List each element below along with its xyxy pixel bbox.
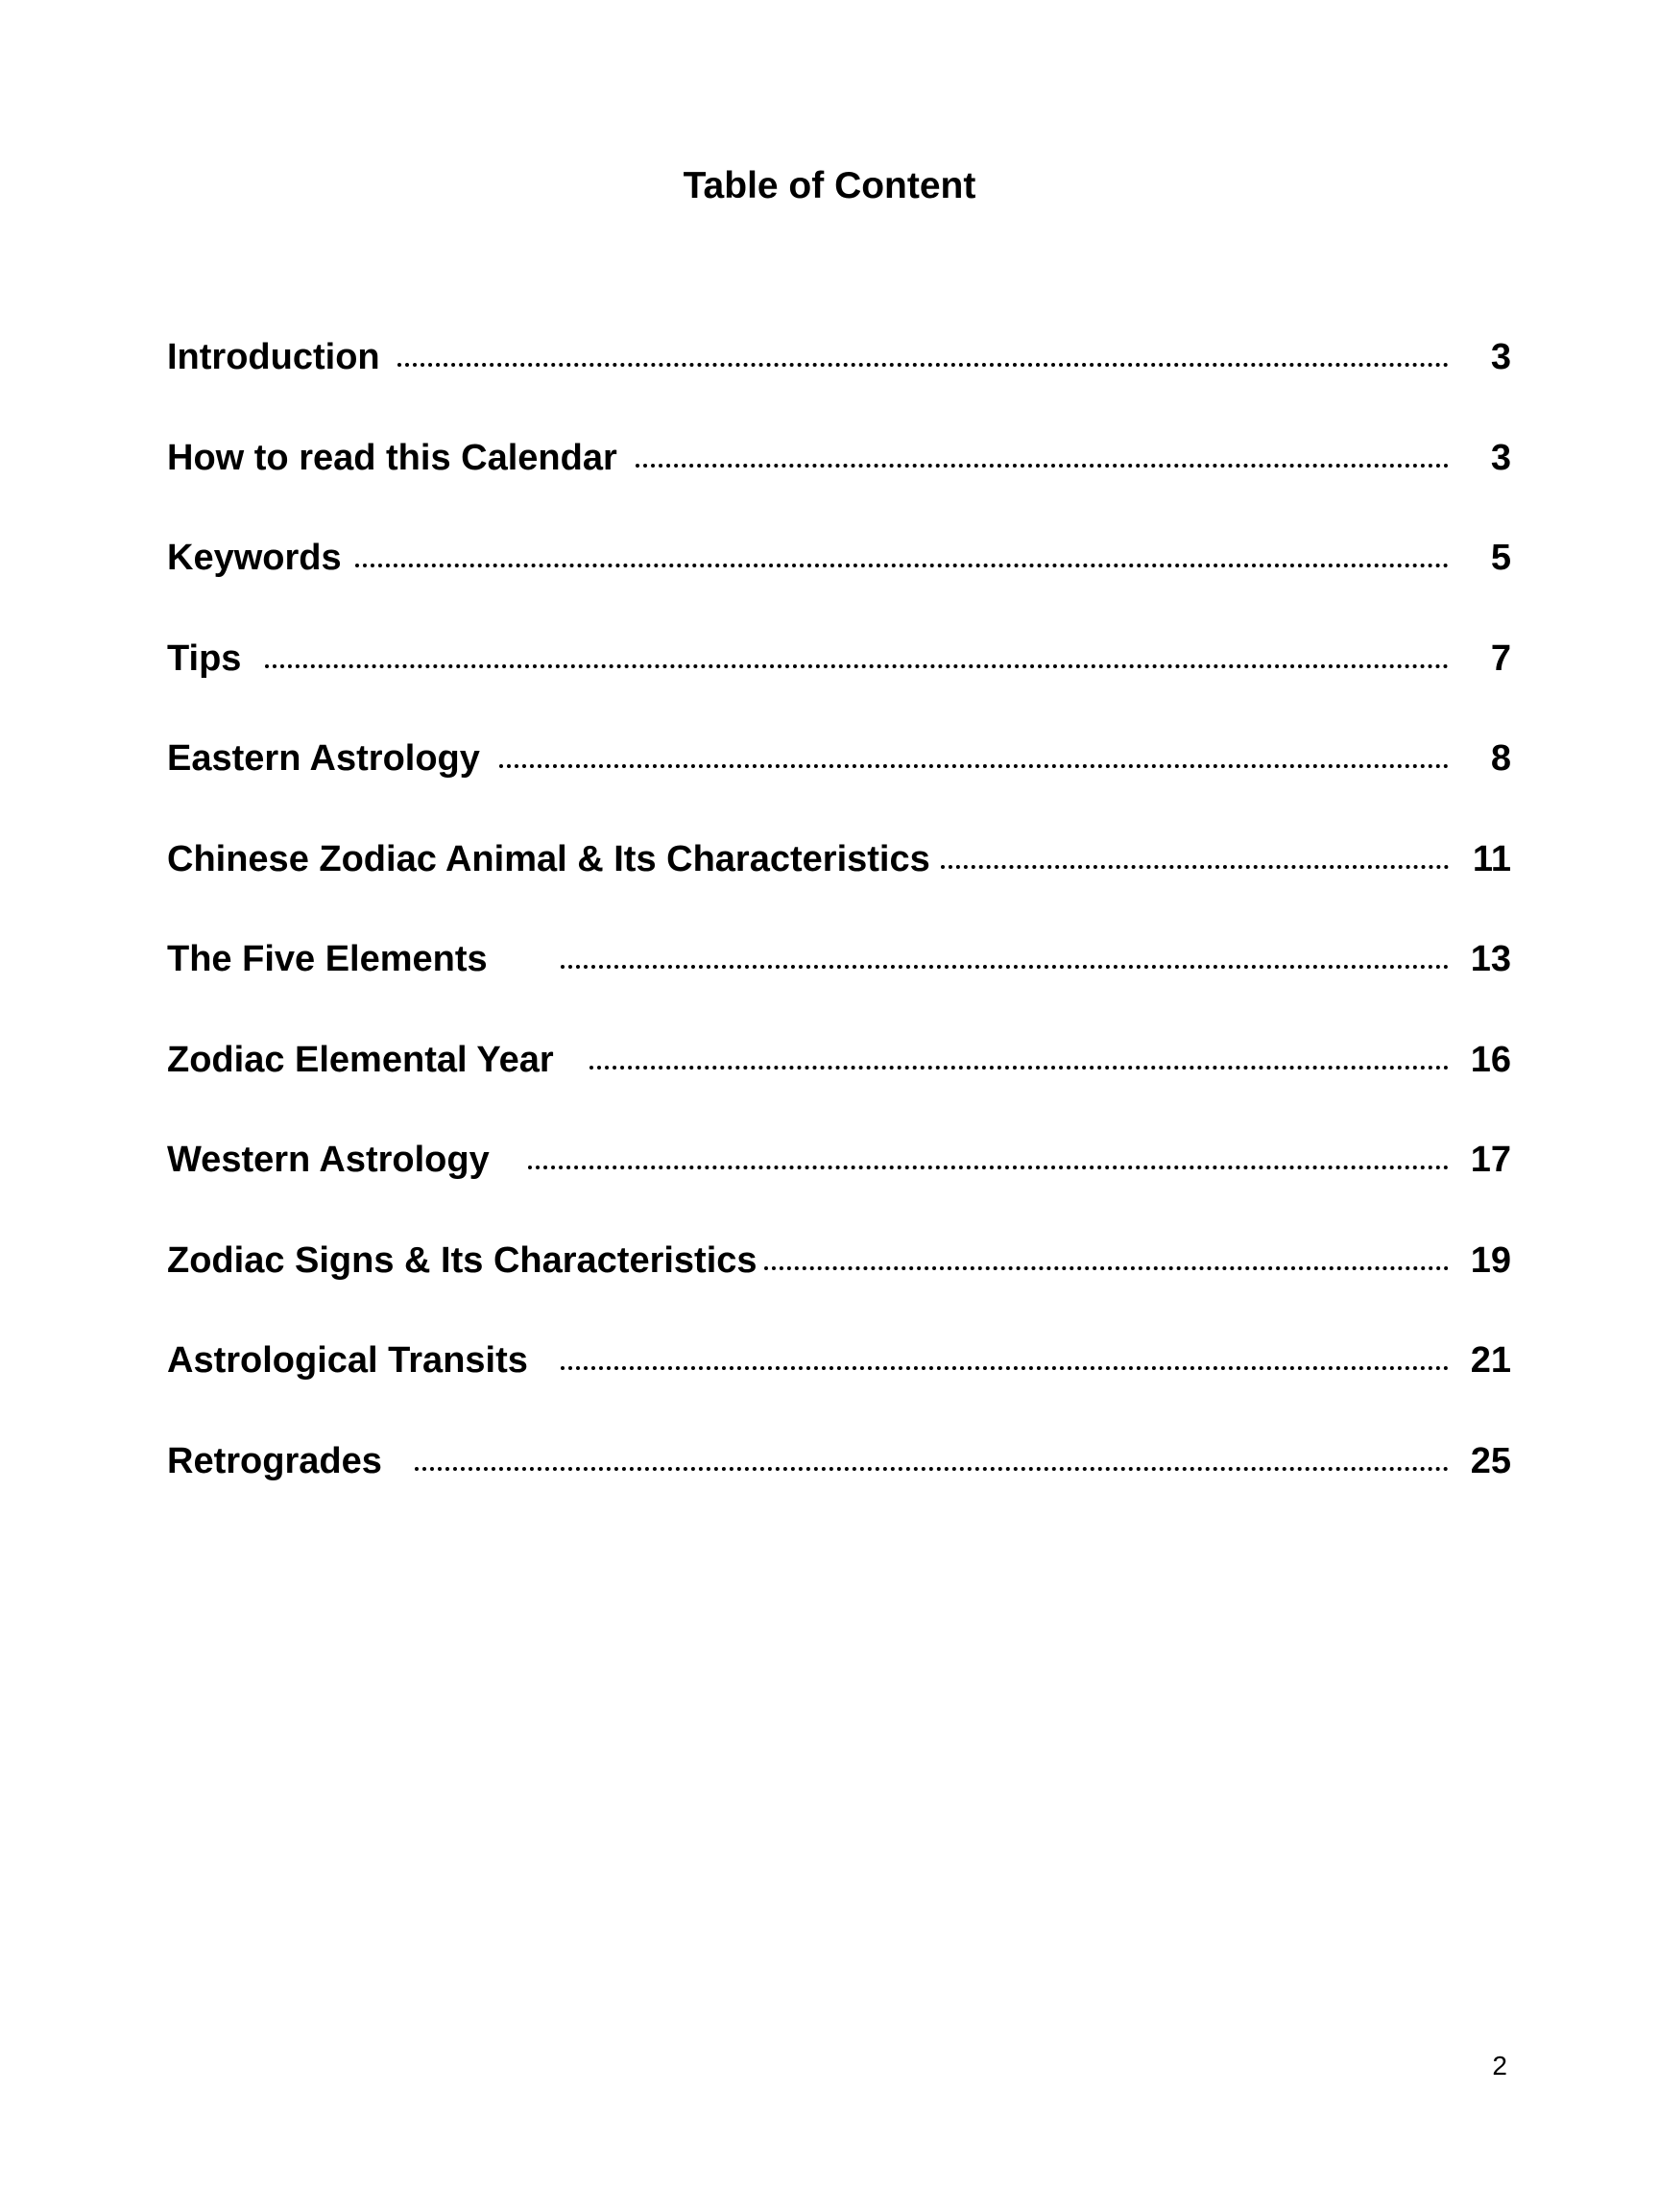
toc-entry-label: Zodiac Elemental Year bbox=[167, 1039, 554, 1080]
page-number: 2 bbox=[1492, 2051, 1507, 2080]
toc-dot-leader bbox=[636, 464, 1449, 468]
toc-entry-label: Eastern Astrology bbox=[167, 738, 480, 779]
toc-dot-leader bbox=[589, 1066, 1449, 1070]
toc-entry-page: 16 bbox=[1470, 1039, 1511, 1080]
toc-entry[interactable] bbox=[167, 532, 1511, 633]
toc-dot-leader bbox=[561, 1366, 1449, 1370]
toc-entry[interactable] bbox=[167, 432, 1511, 533]
toc-entry[interactable] bbox=[167, 1235, 1511, 1335]
toc-entry-page: 5 bbox=[1490, 538, 1511, 578]
toc-entry[interactable] bbox=[167, 633, 1511, 733]
toc-entry-page: 13 bbox=[1470, 939, 1511, 979]
toc-entry-page: 25 bbox=[1470, 1440, 1511, 1481]
toc-entry-label: Keywords bbox=[167, 538, 342, 578]
toc-entry[interactable] bbox=[167, 1034, 1511, 1135]
toc-dot-leader bbox=[561, 965, 1449, 969]
toc-entry-label: Chinese Zodiac Animal & Its Characteristics bbox=[167, 838, 930, 879]
toc-entry-label: Introduction bbox=[167, 337, 380, 377]
toc-entry[interactable] bbox=[167, 1134, 1511, 1235]
toc-entry-page: 17 bbox=[1470, 1140, 1511, 1180]
toc-dot-leader bbox=[265, 664, 1449, 668]
toc-entry[interactable] bbox=[167, 833, 1511, 934]
toc-entry-label: Zodiac Signs & Its Characteristics bbox=[167, 1239, 757, 1281]
toc-entry[interactable] bbox=[167, 1435, 1511, 1536]
toc-entry[interactable] bbox=[167, 933, 1511, 1034]
toc-entry[interactable] bbox=[167, 331, 1511, 432]
toc-dot-leader bbox=[941, 865, 1449, 869]
toc-entry-label: How to read this Calendar bbox=[167, 437, 617, 478]
toc-entry-page: 19 bbox=[1470, 1239, 1511, 1281]
toc-dot-leader bbox=[415, 1467, 1449, 1471]
toc-entry-page: 3 bbox=[1490, 337, 1511, 377]
toc-entry-label: Tips bbox=[167, 637, 242, 679]
toc-entry[interactable] bbox=[167, 1334, 1511, 1435]
toc-entry-page: 7 bbox=[1490, 637, 1511, 679]
toc-entry[interactable] bbox=[167, 733, 1511, 833]
table-of-contents bbox=[167, 331, 1511, 1535]
page-title: Table of Content bbox=[683, 165, 976, 206]
toc-dot-leader bbox=[355, 564, 1449, 567]
toc-entry-page: 3 bbox=[1490, 437, 1511, 478]
toc-entry-label: Astrological Transits bbox=[167, 1340, 528, 1381]
toc-entry-page: 11 bbox=[1472, 838, 1511, 879]
toc-dot-leader bbox=[397, 363, 1449, 367]
toc-entry-label: Western Astrology bbox=[167, 1140, 490, 1180]
toc-dot-leader bbox=[764, 1266, 1449, 1270]
toc-entry-page: 21 bbox=[1470, 1340, 1511, 1381]
toc-entry-page: 8 bbox=[1490, 738, 1511, 779]
toc-entry-label: Retrogrades bbox=[167, 1440, 382, 1481]
toc-entry-label: The Five Elements bbox=[167, 939, 488, 979]
toc-dot-leader bbox=[528, 1166, 1449, 1169]
toc-dot-leader bbox=[499, 764, 1449, 768]
